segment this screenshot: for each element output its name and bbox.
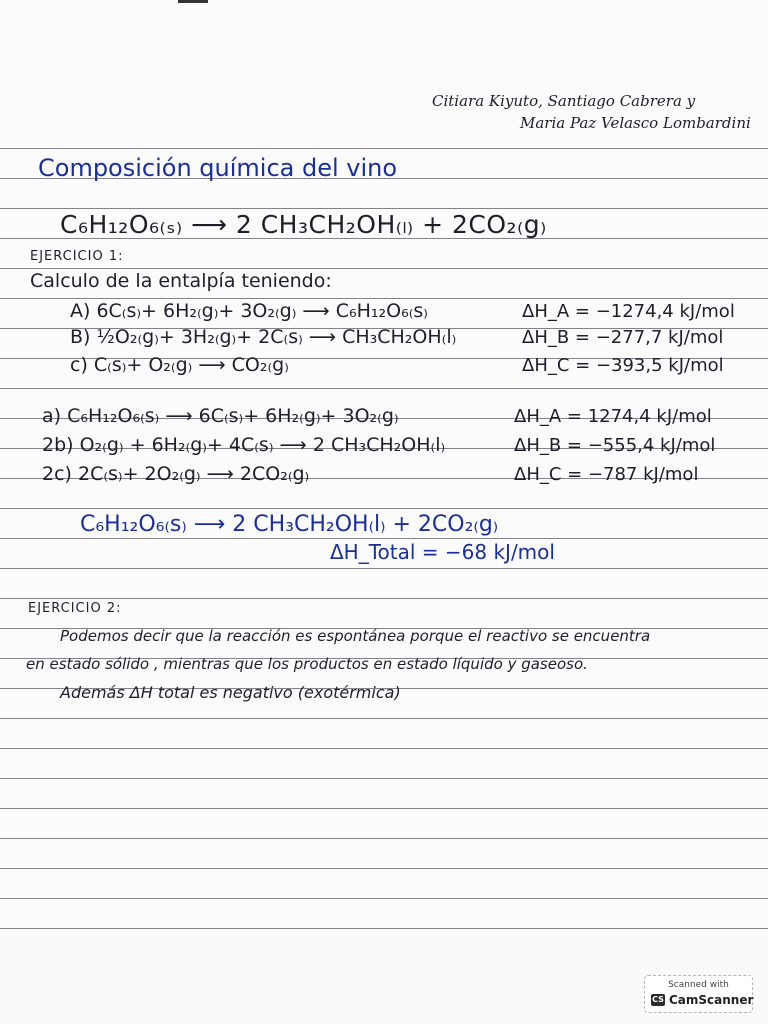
- page-title: Composición química del vino: [38, 154, 398, 182]
- authors-line-2: Maria Paz Velasco Lombardini: [520, 114, 751, 132]
- modified-reaction-b: 2b) O₂₍g₎ + 6H₂₍g₎+ 4C₍s₎ ⟶ 2 CH₃CH₂OH₍l₎: [42, 434, 446, 456]
- modified-reaction-a: a) C₆H₁₂O₆₍s₎ ⟶ 6C₍s₎+ 6H₂₍g₎+ 3O₂₍g₎: [42, 405, 399, 427]
- main-equation: C₆H₁₂O₆₍ₛ₎ ⟶ 2 CH₃CH₂OH₍ₗ₎ + 2CO₂₍g₎: [60, 210, 547, 239]
- exercise-2-line-3: Además ΔH total es negativo (exotérmica): [60, 683, 401, 702]
- exercise-1-label: EJERCICIO 1:: [30, 249, 124, 264]
- result-total-enthalpy: ΔH_Total = −68 kJ/mol: [330, 540, 555, 564]
- result-equation: C₆H₁₂O₆₍s₎ ⟶ 2 CH₃CH₂OH₍l₎ + 2CO₂₍g₎: [80, 512, 499, 537]
- modified-delta-h-a: ΔH_A = 1274,4 kJ/mol: [514, 406, 712, 427]
- reaction-c: c) C₍s₎+ O₂₍g₎ ⟶ CO₂₍g₎: [70, 354, 289, 376]
- scanner-watermark-badge: [644, 975, 753, 1013]
- delta-h-c: ΔH_C = −393,5 kJ/mol: [522, 355, 724, 376]
- delta-h-b: ΔH_B = −277,7 kJ/mol: [522, 327, 724, 348]
- modified-delta-h-b: ΔH_B = −555,4 kJ/mol: [514, 435, 716, 456]
- reaction-b: B) ½O₂₍g₎+ 3H₂₍g₎+ 2C₍s₎ ⟶ CH₃CH₂OH₍l₎: [70, 326, 457, 348]
- scanned-with-text: Scanned with: [668, 980, 729, 990]
- page-mark: [178, 0, 208, 3]
- modified-delta-h-c: ΔH_C = −787 kJ/mol: [514, 464, 699, 485]
- camscanner-name: CamScanner: [669, 993, 754, 1007]
- delta-h-a: ΔH_A = −1274,4 kJ/mol: [522, 301, 735, 322]
- exercise-2-line-1: Podemos decir que la reacción es espontánea porque el reactivo se encuentra: [60, 627, 651, 645]
- modified-reaction-c: 2c) 2C₍s₎+ 2O₂₍g₎ ⟶ 2CO₂₍g₎: [42, 463, 310, 485]
- exercise-2-line-2: en estado sólido , mientras que los productos en estado líquido y gaseoso.: [26, 655, 588, 673]
- authors-line-1: Citiara Kiyuto, Santiago Cabrera y: [432, 92, 696, 110]
- exercise-2-label: EJERCICIO 2:: [28, 601, 122, 616]
- exercise-1-intro: Calculo de la entalpía teniendo:: [30, 270, 332, 292]
- camscanner-logo-icon: CS: [652, 995, 664, 1004]
- reaction-a: A) 6C₍s₎+ 6H₂₍g₎+ 3O₂₍g₎ ⟶ C₆H₁₂O₆₍s₎: [70, 300, 428, 322]
